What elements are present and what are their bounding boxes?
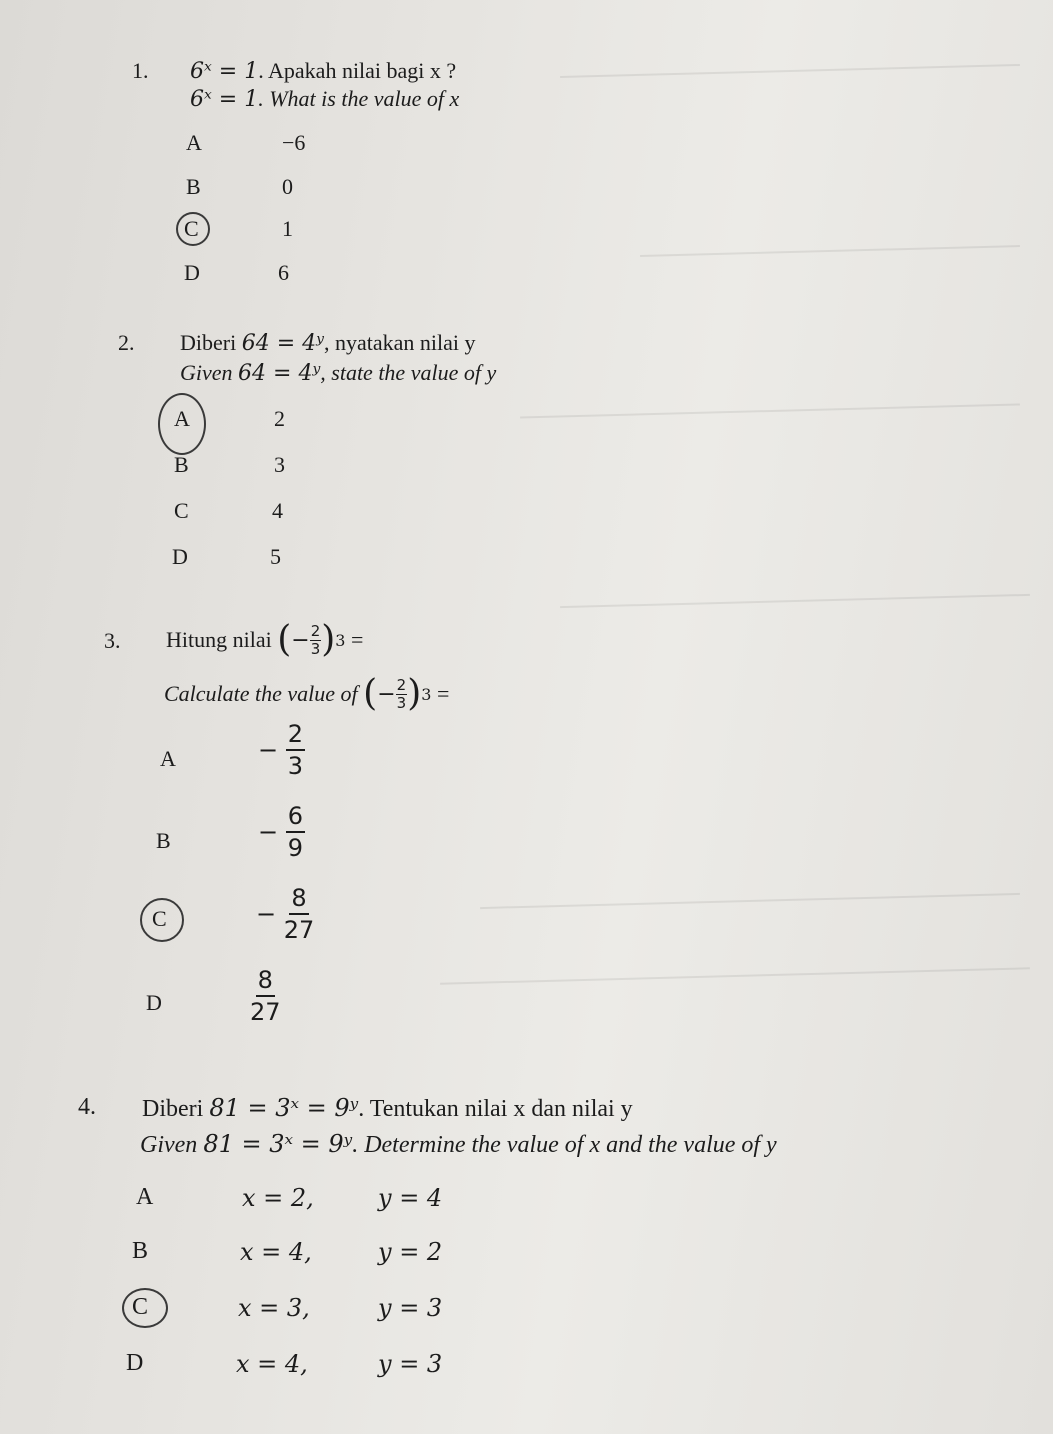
equation: 6ˣ = 1 [190,59,259,84]
prompt-text: . Determine the value of x and the value of y [352,1132,777,1158]
fraction: $\frac{2}{3}$ [310,621,321,658]
prompt-text: Calculate the value of [164,681,358,706]
fraction: $\frac{2}{3}$ [396,675,407,712]
question-number: 1. [132,58,149,83]
option-letter: B [174,452,189,477]
prompt-text: Given [140,1132,204,1158]
option-y: y = 3 [378,1350,443,1378]
question-2-english [180,360,496,386]
option-letter: B [132,1238,149,1264]
prompt-text: , state the value of y [320,360,497,385]
fraction: $\frac{8}{27}$ [283,884,315,944]
option-value: 5 [270,544,281,569]
question-number: 4. [78,1094,96,1120]
question-3-malay: Hitung nilai ( − $\frac{2}{3}$ ) 3 = [166,619,364,660]
option-x: x = 4, [240,1238,312,1266]
prompt-text: . Apakah nilai bagi x ? [258,58,457,83]
exponent: 3 [335,630,346,650]
bleed-through-line [520,403,1020,418]
bleed-through-line [480,893,1020,909]
option-y: y = 2 [378,1238,443,1266]
option-value: −6 [282,130,306,155]
option-letter: C [184,216,199,241]
exponent: 3 [421,684,432,704]
option-value: − $\frac{2}{3}$ [258,720,304,780]
prompt-text: Hitung nilai [166,627,272,652]
option-letter: D [126,1350,144,1376]
equation: 64 = 4ʸ [241,331,324,356]
option-letter: D [146,990,162,1015]
option-value: − $\frac{6}{9}$ [258,802,304,862]
bleed-through-line [560,594,1030,608]
question-number: 2. [118,330,135,355]
prompt-text: Given [180,360,239,385]
option-x: x = 4, [236,1350,308,1378]
option-letter: A [174,406,190,431]
option-letter: D [184,260,200,285]
option-value [250,968,281,1024]
prompt-text: Diberi [180,330,242,355]
question-1-english [190,86,459,112]
equation: 81 = 3ˣ = 9ʸ [209,1094,359,1122]
option-value: 0 [282,174,293,199]
question-number: 3. [104,628,121,653]
option-letter: B [186,174,201,199]
bleed-through-line [440,967,1030,984]
bleed-through-line [560,64,1020,78]
option-x: x = 3, [238,1294,310,1322]
fraction: $\frac{2}{3}$ [287,720,304,780]
equation: 81 = 3ˣ = 9ʸ [203,1130,353,1158]
question-3-english: Calculate the value of ( − $\frac{2}{3}$ ) 3 = [164,673,450,714]
option-letter: A [160,746,176,771]
fraction: $\frac{8}{27}$ [250,966,281,1026]
equation: 6ˣ = 1 [190,87,259,112]
equals-sign: = [350,627,364,652]
option-letter: A [136,1184,154,1210]
bleed-through-line [640,245,1020,257]
option-value: 4 [272,498,283,523]
option-value: 2 [274,406,285,431]
option-y: y = 3 [378,1294,443,1322]
option-letter: D [172,544,188,569]
question-1-malay [190,58,456,84]
equation: 64 = 4ʸ [238,361,321,386]
option-value: − $\frac{8}{27}$ [256,884,315,944]
equals-sign: = [436,681,450,706]
option-value: 1 [282,216,293,241]
question-4-english [140,1130,777,1159]
option-y: y = 4 [378,1184,443,1212]
prompt-text: . Tentukan nilai x dan nilai y [358,1096,633,1122]
prompt-text: . What is the value of x [258,86,460,111]
option-value: 6 [278,260,289,285]
option-letter: C [152,906,167,931]
prompt-text: Diberi [142,1096,210,1122]
question-4-malay [142,1094,633,1123]
option-x: x = 2, [242,1184,314,1212]
question-2-malay [180,330,475,356]
option-letter: A [186,130,202,155]
option-letter: B [156,828,171,853]
fraction: $\frac{6}{9}$ [287,802,304,862]
prompt-text: , nyatakan nilai y [323,330,476,355]
option-letter: C [132,1294,149,1320]
option-value: 3 [274,452,285,477]
option-letter: C [174,498,189,523]
